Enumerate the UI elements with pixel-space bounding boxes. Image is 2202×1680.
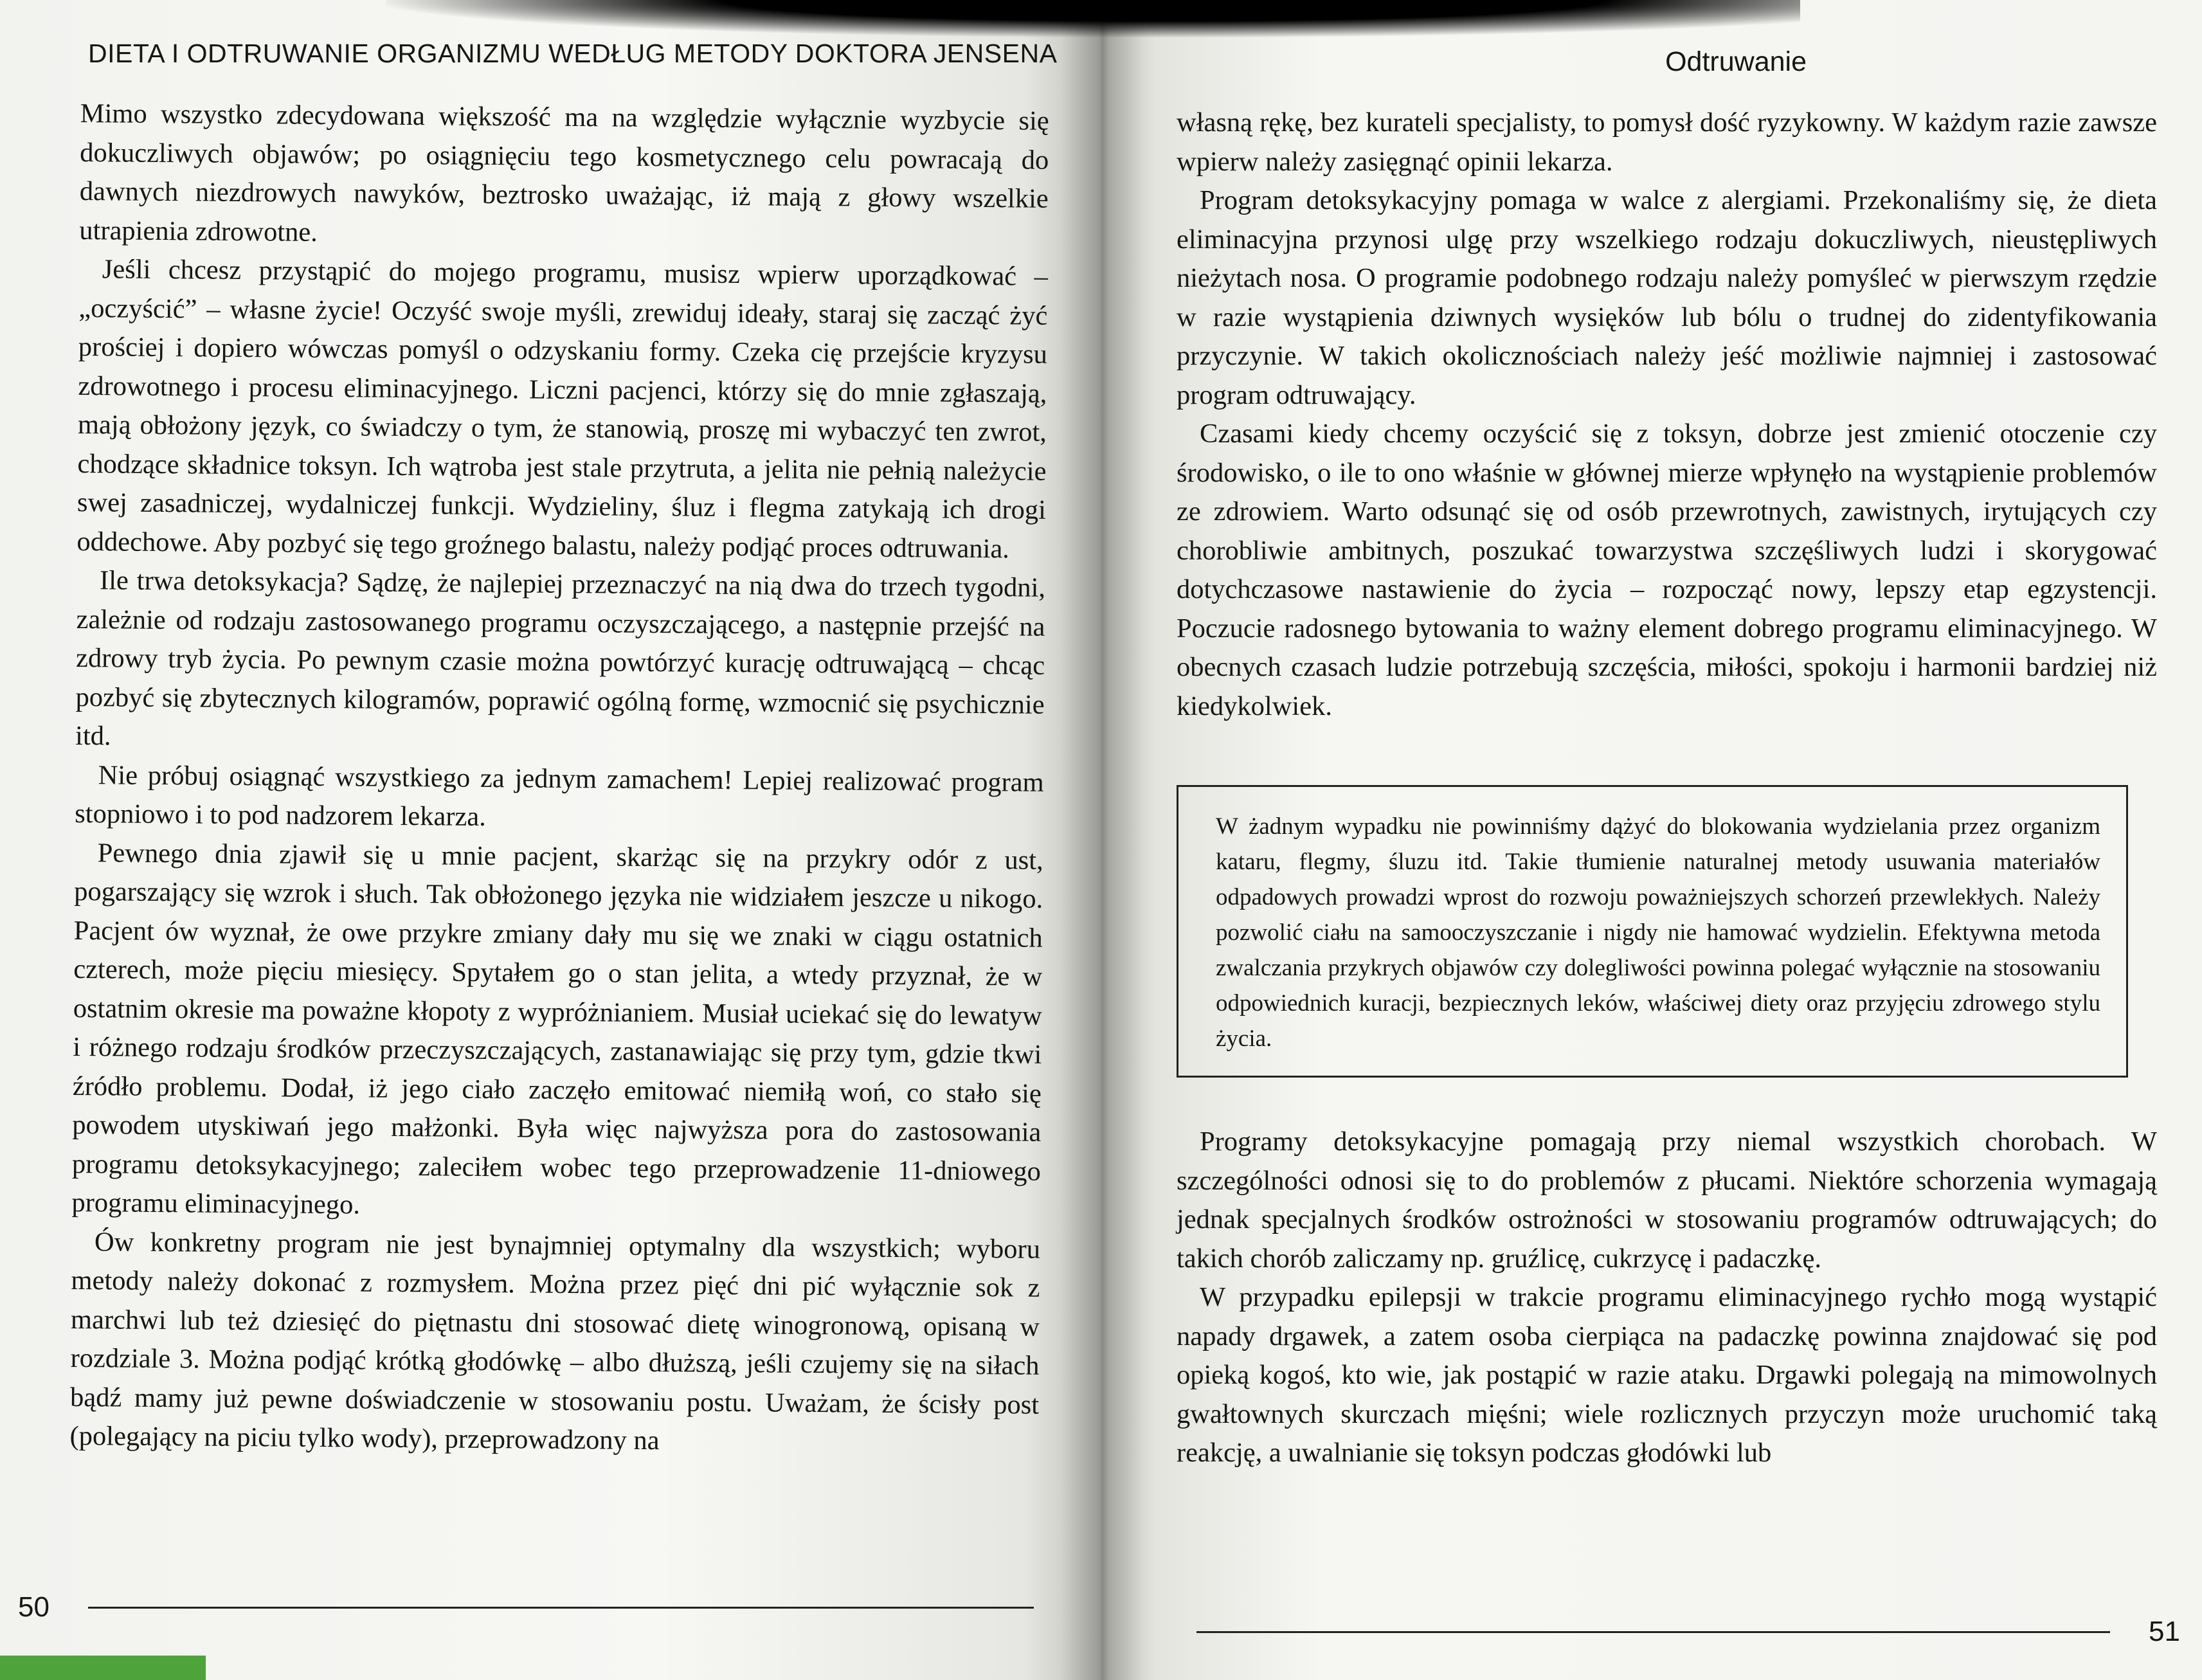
left-paragraph-6: Ów konkretny program nie jest bynajmniej optymalny dla wszystkich; wyboru metody należy dokonać z rozmysłem. Można przez pięć dni pić wyłącznie sok z marchwi lub też dziesięć do piętnastu dni stosować dietę winogronową, opisaną w rozdziale 3. Można podjąć krótką głodówkę – albo dłuższą, jeśli czujemy się na siłach bądź mamy już pewne doświadczenie w stosowaniu postu. Uważam, że ścisły post (polegający na piciu tylko wody), przeprowadzony na <box>69 1226 1041 1456</box>
right-footer <box>1196 1612 2180 1651</box>
left-paragraph-3: Ile trwa detoksykacja? Sądzę, że najlepiej przeznaczyć na nią dwa do trzech tygodni, zależnie od rodzaju zastosowanego programu oczyszczającego, a następnie przejść na zdrowy tryb życia. Po pewnym czasie można powtórzyć kurację odtruwającą – chcąc pozbyć się zbytecznych kilogramów, poprawić ogólną formę, wzmocnić się psychicznie itd. <box>75 565 1046 752</box>
left-paragraph-5: Pewnego dnia zjawił się u mnie pacjent, skarżąc się na przykry odór z ust, pogarszający się wzrok i słuch. Tak obłożonego języka nie widziałem jeszcze u nikogo. Pacjent ów wyznał, że owe przykre zmiany dały mu się we znaki w ciągu ostatnich czterech, może pięciu miesięcy. Spytałem go o stan jelita, a wtedy przyznał, że w ostatnim okresie ma poważne kłopoty z wypróżnianiem. Musiał uciekać się do lewatyw i różnego rodzaju środków przeczyszczających, zastanawiając się przy tym, gdzie tkwi źródło problemu. Dodał, iż jego ciało zaczęło emitować niemiłą woń, co stało się powodem utyskiwań jego małżonki. Była więc najwyższa pora do zastosowania programu detoksykacyjnego; zaleciłem wobec tego przeprowadzenie 11-dniowego programu eliminacyjnego. <box>71 837 1043 1220</box>
right-footer-rule <box>1196 1631 2110 1633</box>
right-running-head: Odtruwanie <box>1665 46 1807 77</box>
left-paragraph-4: Nie próbuj osiągnąć wszystkiego za jednym zamachem! Lepiej realizować program stopniowo i to pod nadzorem lekarza. <box>75 759 1044 832</box>
left-paragraph-2: Jeśli chcesz przystąpić do mojego programu, musisz wpierw uporządkować – „oczyścić” – własne życie! Oczyść swoje myśli, zrewiduj ideały, staraj się zacząć żyć prościej i dopiero wówczas pomyśl o odzyskaniu formy. Czeka cię przejście kryzysu zdrowotnego i procesu eliminacyjnego. Liczni pacjenci, którzy się do mnie zgłaszają, mają obłożony język, co świadczy o tym, że stanowią, proszę mi wybaczyć ten zwrot, chodzące składnice toksyn. Ich wątroba jest stale przytruta, a jelita nie pełnią należycie swej zasadniczej, wydalniczej funkcji. Wydzieliny, śluz i flegma zatykają ich drogi oddechowe. Aby pozbyć się tego groźnego balastu, należy podjąć proces odtruwania. <box>77 254 1049 564</box>
note-box <box>1177 785 2128 1078</box>
left-body-text <box>69 95 1049 1463</box>
green-background-corner <box>0 1656 206 1680</box>
left-running-head: DIETA I ODTRUWANIE ORGANIZMU WEDŁUG METODY DOKTORA JENSENA <box>88 39 1058 68</box>
top-edge-shadow <box>386 0 1800 37</box>
right-paragraph-1: własną rękę, bez kurateli specjalisty, to pomysł dość ryzykowny. W każdym razie zawsze wpierw należy zasięgnąć opinii lekarza. <box>1177 107 2157 177</box>
note-box-text: W żadnym wypadku nie powinniśmy dążyć do blokowania wydzielania przez organizm kataru, flegmy, śluzu itd. Takie tłumienie naturalnej metody usuwania materiałów odpadowych prowadzi wprost do rozwoju poważniejszych schorzeń przewlekłych. Należy pozwolić ciału na samooczyszczanie i nigdy nie hamować wydzielin. Efektywna metoda zwalczania przykrych objawów czy dolegliwości powinna polegać wyłącznie na stosowaniu odpowiednich kuracji, bezpiecznych leków, właściwej diety oraz przyjęciu zdrowego stylu życia. <box>1216 813 2100 1052</box>
left-footer <box>18 1588 1034 1627</box>
right-paragraph-3: Czasami kiedy chcemy oczyścić się z toksyn, dobrze jest zmienić otoczenie czy środowisko, o ile to ono właśnie w głównej mierze wpłynęło na wystąpienie problemów ze zdrowiem. Warto odsunąć się od osób przewrotnych, zawistnych, irytujących czy chorobliwie ambitnych, poszukać towarzystwa szczęśliwych ludzi i skorygować dotychczasowe nastawienie do życia – rozpocząć nowy, lepszy etap egzystencji. Poczucie radosnego bytowania to ważny element dobrego programu eliminacyjnego. W obecnych czasach ludzie potrzebują szczęścia, miłości, spokoju i harmonii bardziej niż kiedykolwiek. <box>1177 419 2157 721</box>
left-page-number: 50 <box>18 1591 50 1623</box>
right-page <box>1101 0 2202 1680</box>
left-paragraph-1: Mimo wszystko zdecydowana większość ma na względzie wyłącznie wyzbycie się dokuczliwych objawów; po osiągnięciu tego kosmetycznego celu powracają do dawnych niezdrowych nawyków, beztrosko uważając, iż mają z głowy wszelkie utrapienia zdrowotne. <box>79 98 1049 248</box>
right-paragraph-5: W przypadku epilepsji w trakcie programu eliminacyjnego rychło mogą wystąpić napady drgawek, a zatem osoba cierpiąca na padaczkę powinna znajdować się pod opieką kogoś, kto wie, jak postąpić w razie ataku. Drgawki polegają na mimowolnych gwałtownych skurczach mięśni; wiele rozlicznych przyczyn może uruchomić taką reakcję, a uwalnianie się toksyn podczas głodówki lub <box>1177 1282 2157 1468</box>
right-paragraph-2: Program detoksykacyjny pomaga w walce z alergiami. Przekonaliśmy się, że dieta eliminacyjna przynosi ulgę przy wszelkiego rodzaju dokuczliwych, nieustępliwych nieżytach nosa. O programie podobnego rodzaju należy pomyśleć w pierwszym rzędzie w razie wystąpienia dziwnych wysięków lub bólu o trudnej do zidentyfikowania przyczynie. W takich okolicznościach należy jeść możliwie najmniej i zastosować program odtruwający. <box>1177 185 2157 410</box>
right-paragraph-4: Programy detoksykacyjne pomagają przy niemal wszystkich chorobach. W szczególności odnosi się to do problemów z płucami. Niektóre schorzenia wymagają jednak specjalnych środków ostrożności w stosowaniu programów odtruwających; do takich chorób zaliczamy np. gruźlicę, cukrzycę i padaczkę. <box>1177 1126 2157 1274</box>
left-footer-rule <box>88 1607 1034 1609</box>
right-page-number: 51 <box>2149 1616 2180 1647</box>
book-gutter-shadow <box>1061 0 1144 1680</box>
